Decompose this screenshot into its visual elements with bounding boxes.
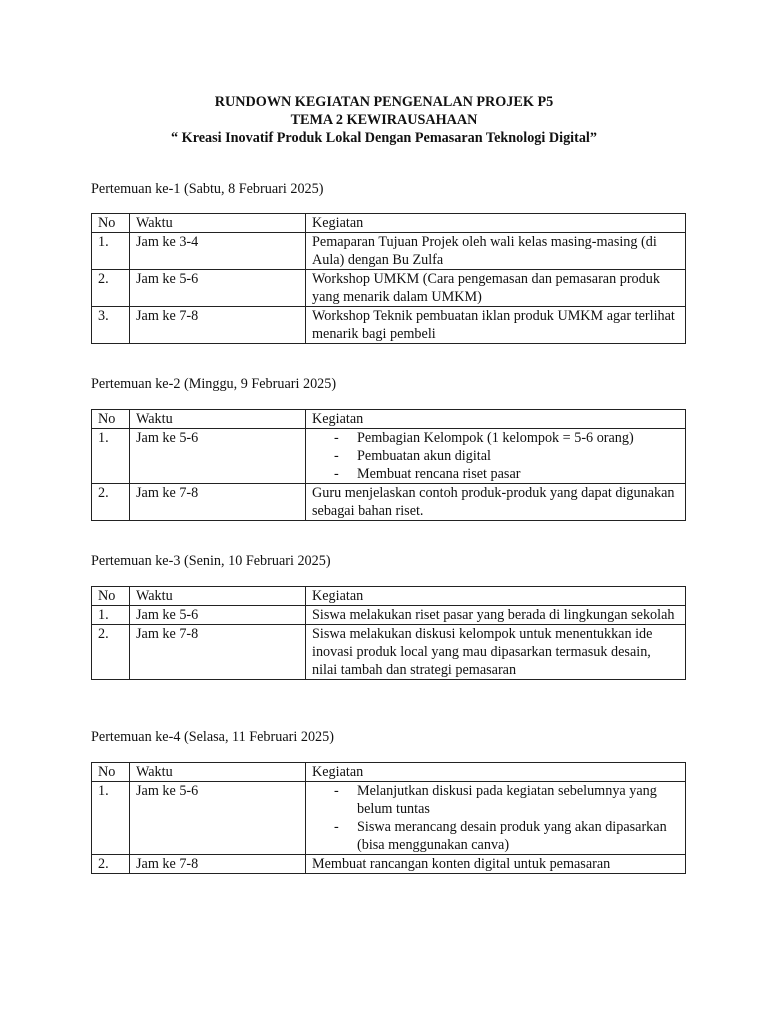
header-waktu: Waktu <box>130 587 306 606</box>
row-kegiatan <box>306 429 686 484</box>
meeting-3-heading: Pertemuan ke-3 (Senin, 10 Februari 2025) <box>91 553 331 569</box>
row-no: 2. <box>92 484 130 521</box>
row-waktu: Jam ke 3-4 <box>130 233 306 270</box>
row-no: 1. <box>92 782 130 855</box>
row-kegiatan <box>306 782 686 855</box>
header-no: No <box>92 763 130 782</box>
row-waktu: Jam ke 5-6 <box>130 270 306 307</box>
row-kegiatan: Workshop Teknik pembuatan iklan produk UMKM agar terlihat menarik bagi pembeli <box>306 307 686 344</box>
row-no: 1. <box>92 233 130 270</box>
list-item: - Melanjutkan diskusi pada kegiatan sebelumnya yang belum tuntas <box>312 782 679 818</box>
row-waktu: Jam ke 5-6 <box>130 606 306 625</box>
header-no: No <box>92 410 130 429</box>
meeting-2-heading: Pertemuan ke-2 (Minggu, 9 Februari 2025) <box>91 376 337 392</box>
row-kegiatan: Membuat rancangan konten digital untuk pemasaran <box>306 855 686 874</box>
meeting-4-heading: Pertemuan ke-4 (Selasa, 11 Februari 2025) <box>91 729 334 745</box>
row-kegiatan: Guru menjelaskan contoh produk-produk yang dapat digunakan sebagai bahan riset. <box>306 484 686 521</box>
header-kegiatan: Kegiatan <box>306 214 686 233</box>
row-waktu: Jam ke 7-8 <box>130 307 306 344</box>
activity-list <box>312 782 679 854</box>
row-waktu: Jam ke 7-8 <box>130 625 306 680</box>
table-header-row <box>92 410 686 429</box>
row-kegiatan: Siswa melakukan diskusi kelompok untuk menentukkan ide inovasi produk local yang mau dipasarkan termasuk desain, nilai tambah dan strategi pemasaran <box>306 625 686 680</box>
table-row <box>92 782 686 855</box>
row-no: 3. <box>92 307 130 344</box>
header-waktu: Waktu <box>130 410 306 429</box>
row-no: 1. <box>92 429 130 484</box>
header-no: No <box>92 214 130 233</box>
row-waktu: Jam ke 5-6 <box>130 782 306 855</box>
meeting-3-table <box>91 586 686 680</box>
header-waktu: Waktu <box>130 214 306 233</box>
table-header-row <box>92 214 686 233</box>
list-item: - Siswa merancang desain produk yang akan dipasarkan (bisa menggunakan canva) <box>312 818 679 854</box>
row-kegiatan: Workshop UMKM (Cara pengemasan dan pemasaran produk yang menarik dalam UMKM) <box>306 270 686 307</box>
header-no: No <box>92 587 130 606</box>
row-no: 2. <box>92 625 130 680</box>
row-kegiatan: Pemaparan Tujuan Projek oleh wali kelas masing-masing (di Aula) dengan Bu Zulfa <box>306 233 686 270</box>
list-item: - Membuat rencana riset pasar <box>312 465 679 483</box>
row-waktu: Jam ke 5-6 <box>130 429 306 484</box>
row-kegiatan: Siswa melakukan riset pasar yang berada di lingkungan sekolah <box>306 606 686 625</box>
row-waktu: Jam ke 7-8 <box>130 855 306 874</box>
table-row <box>92 855 686 874</box>
table-row <box>92 625 686 680</box>
activity-list <box>312 429 679 483</box>
meeting-2-table <box>91 409 686 521</box>
header-kegiatan: Kegiatan <box>306 410 686 429</box>
table-row <box>92 270 686 307</box>
table-header-row <box>92 587 686 606</box>
document-theme: TEMA 2 KEWIRAUSAHAAN <box>290 112 478 128</box>
header-kegiatan: Kegiatan <box>306 763 686 782</box>
row-no: 1. <box>92 606 130 625</box>
document-title: RUNDOWN KEGIATAN PENGENALAN PROJEK P5 <box>214 94 554 110</box>
meeting-1-heading: Pertemuan ke-1 (Sabtu, 8 Februari 2025) <box>91 181 324 197</box>
row-no: 2. <box>92 855 130 874</box>
table-row <box>92 606 686 625</box>
table-header-row <box>92 763 686 782</box>
table-row <box>92 233 686 270</box>
table-row <box>92 307 686 344</box>
document-subtitle: “ Kreasi Inovatif Produk Lokal Dengan Pemasaran Teknologi Digital” <box>171 130 597 146</box>
row-no: 2. <box>92 270 130 307</box>
meeting-1-table <box>91 213 686 344</box>
header-kegiatan: Kegiatan <box>306 587 686 606</box>
header-waktu: Waktu <box>130 763 306 782</box>
row-waktu: Jam ke 7-8 <box>130 484 306 521</box>
table-row <box>92 484 686 521</box>
table-row <box>92 429 686 484</box>
list-item: - Pembuatan akun digital <box>312 447 679 465</box>
meeting-4-table <box>91 762 686 874</box>
list-item: - Pembagian Kelompok (1 kelompok = 5-6 orang) <box>312 429 679 447</box>
